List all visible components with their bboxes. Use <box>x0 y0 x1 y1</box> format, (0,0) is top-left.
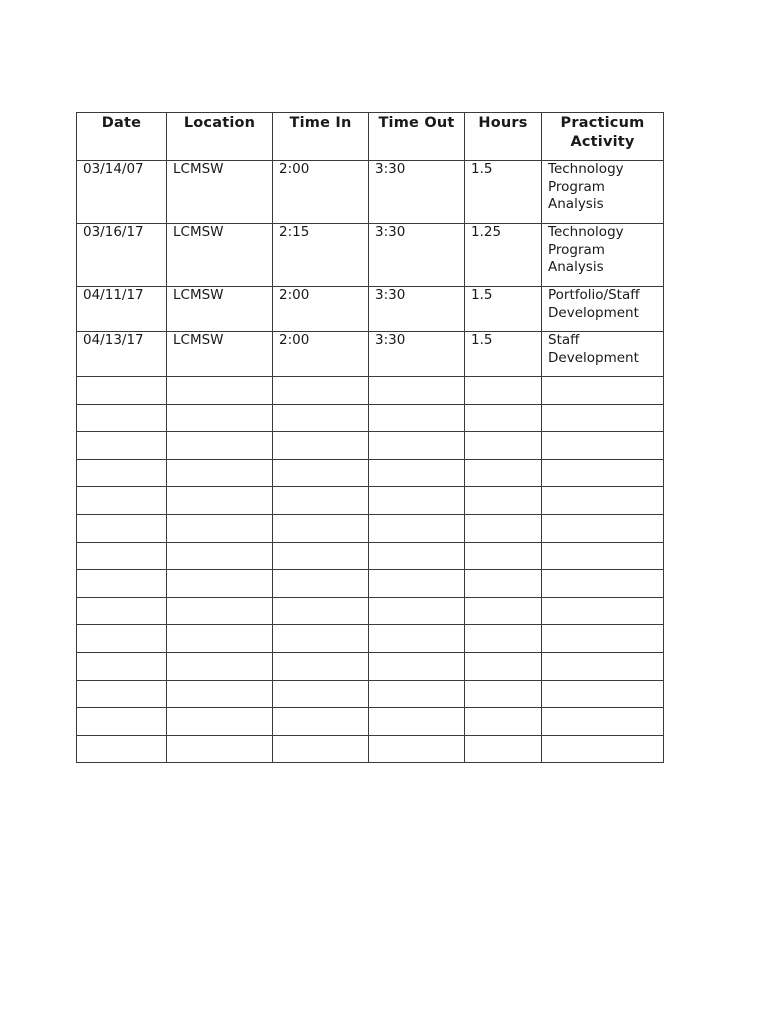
empty-cell-time-in <box>273 542 369 570</box>
empty-cell-time-in <box>273 514 369 542</box>
empty-cell-time-out <box>369 459 465 487</box>
empty-cell-activity <box>542 570 664 598</box>
header-time-out-label: Time Out <box>378 115 455 131</box>
cell-date-text: 03/14/07 <box>83 161 144 177</box>
empty-cell-activity <box>542 514 664 542</box>
header-time-in-label: Time In <box>289 115 352 131</box>
empty-cell-date <box>77 514 167 542</box>
empty-table-row <box>77 735 664 763</box>
empty-cell-hours <box>465 377 542 405</box>
table-row <box>77 332 664 377</box>
empty-cell-time-in <box>273 404 369 432</box>
table-header-row <box>77 113 664 161</box>
cell-hours <box>465 161 542 224</box>
cell-time-out-text: 3:30 <box>375 224 406 240</box>
empty-cell-activity <box>542 377 664 405</box>
cell-time-out <box>369 332 465 377</box>
cell-time-in-text: 2:00 <box>279 161 310 177</box>
header-date-label: Date <box>101 115 142 131</box>
empty-cell-hours <box>465 459 542 487</box>
empty-cell-location <box>167 542 273 570</box>
empty-cell-date <box>77 597 167 625</box>
cell-activity <box>542 161 664 224</box>
empty-cell-hours <box>465 735 542 763</box>
empty-cell-location <box>167 377 273 405</box>
cell-time-in-text: 2:00 <box>279 332 310 348</box>
empty-cell-time-in <box>273 377 369 405</box>
cell-date <box>77 287 167 332</box>
cell-activity-text: Portfolio/Staff Development <box>548 287 640 321</box>
cell-date-text: 03/16/17 <box>83 224 144 240</box>
empty-cell-time-out <box>369 570 465 598</box>
empty-cell-hours <box>465 680 542 708</box>
cell-time-out-text: 3:30 <box>375 287 406 303</box>
empty-cell-location <box>167 708 273 736</box>
empty-cell-time-in <box>273 625 369 653</box>
cell-hours-text: 1.5 <box>471 332 493 348</box>
empty-cell-time-out <box>369 487 465 515</box>
empty-cell-date <box>77 487 167 515</box>
empty-cell-location <box>167 432 273 460</box>
cell-activity <box>542 332 664 377</box>
empty-cell-date <box>77 377 167 405</box>
cell-activity <box>542 287 664 332</box>
empty-cell-date <box>77 570 167 598</box>
empty-table-row <box>77 432 664 460</box>
cell-activity-text: Technology Program Analysis <box>548 161 624 212</box>
empty-cell-hours <box>465 514 542 542</box>
empty-cell-hours <box>465 597 542 625</box>
empty-cell-date <box>77 708 167 736</box>
cell-hours <box>465 287 542 332</box>
cell-hours-text: 1.5 <box>471 161 493 177</box>
cell-activity <box>542 224 664 287</box>
empty-cell-hours <box>465 708 542 736</box>
empty-cell-time-in <box>273 708 369 736</box>
empty-cell-activity <box>542 625 664 653</box>
empty-cell-location <box>167 652 273 680</box>
cell-time-in-text: 2:15 <box>279 224 310 240</box>
empty-cell-activity <box>542 404 664 432</box>
empty-cell-time-out <box>369 680 465 708</box>
cell-time-in <box>273 287 369 332</box>
header-activity-label: Practicum Activity <box>560 115 645 150</box>
cell-location-text: LCMSW <box>173 161 224 177</box>
empty-cell-hours <box>465 487 542 515</box>
table-row <box>77 161 664 224</box>
empty-cell-location <box>167 514 273 542</box>
cell-hours <box>465 332 542 377</box>
cell-time-out <box>369 287 465 332</box>
empty-cell-activity <box>542 680 664 708</box>
header-hours-label: Hours <box>478 115 528 131</box>
cell-activity-text: Technology Program Analysis <box>548 224 624 275</box>
empty-cell-date <box>77 735 167 763</box>
cell-time-in <box>273 161 369 224</box>
empty-cell-activity <box>542 735 664 763</box>
empty-table-row <box>77 708 664 736</box>
empty-cell-time-out <box>369 514 465 542</box>
empty-cell-time-out <box>369 542 465 570</box>
cell-time-out-text: 3:30 <box>375 332 406 348</box>
empty-cell-location <box>167 404 273 432</box>
empty-cell-hours <box>465 432 542 460</box>
empty-cell-location <box>167 597 273 625</box>
empty-cell-time-out <box>369 652 465 680</box>
cell-date-text: 04/13/17 <box>83 332 144 348</box>
header-date <box>77 113 167 161</box>
cell-time-out-text: 3:30 <box>375 161 406 177</box>
empty-cell-activity <box>542 542 664 570</box>
empty-cell-time-in <box>273 570 369 598</box>
empty-cell-time-in <box>273 487 369 515</box>
cell-activity-text: Staff Development <box>548 332 639 366</box>
cell-location <box>167 224 273 287</box>
empty-cell-hours <box>465 542 542 570</box>
empty-cell-time-out <box>369 708 465 736</box>
cell-time-out <box>369 161 465 224</box>
empty-cell-date <box>77 652 167 680</box>
empty-cell-hours <box>465 404 542 432</box>
empty-cell-location <box>167 570 273 598</box>
empty-cell-time-out <box>369 404 465 432</box>
empty-cell-activity <box>542 432 664 460</box>
empty-cell-activity <box>542 487 664 515</box>
empty-table-row <box>77 652 664 680</box>
empty-cell-time-in <box>273 432 369 460</box>
cell-location <box>167 161 273 224</box>
empty-cell-date <box>77 680 167 708</box>
practicum-log-table <box>76 112 664 763</box>
cell-date-text: 04/11/17 <box>83 287 144 303</box>
empty-cell-time-out <box>369 735 465 763</box>
cell-time-out <box>369 224 465 287</box>
empty-table-row <box>77 487 664 515</box>
empty-table-row <box>77 625 664 653</box>
empty-cell-time-out <box>369 377 465 405</box>
empty-cell-date <box>77 432 167 460</box>
cell-hours <box>465 224 542 287</box>
header-location-label: Location <box>183 115 256 131</box>
table-row <box>77 224 664 287</box>
header-time-in <box>273 113 369 161</box>
empty-cell-time-in <box>273 597 369 625</box>
empty-cell-location <box>167 459 273 487</box>
cell-hours-text: 1.5 <box>471 287 493 303</box>
empty-cell-location <box>167 487 273 515</box>
header-time-out <box>369 113 465 161</box>
cell-time-in-text: 2:00 <box>279 287 310 303</box>
empty-cell-hours <box>465 570 542 598</box>
empty-cell-hours <box>465 625 542 653</box>
empty-cell-hours <box>465 652 542 680</box>
empty-table-row <box>77 597 664 625</box>
cell-location-text: LCMSW <box>173 224 224 240</box>
empty-cell-location <box>167 625 273 653</box>
empty-cell-time-in <box>273 652 369 680</box>
cell-date <box>77 161 167 224</box>
empty-cell-date <box>77 459 167 487</box>
cell-time-in <box>273 332 369 377</box>
cell-location-text: LCMSW <box>173 287 224 303</box>
empty-cell-time-in <box>273 680 369 708</box>
empty-cell-time-out <box>369 597 465 625</box>
empty-cell-time-out <box>369 625 465 653</box>
empty-cell-time-out <box>369 432 465 460</box>
cell-date <box>77 224 167 287</box>
empty-cell-date <box>77 625 167 653</box>
empty-table-row <box>77 570 664 598</box>
cell-hours-text: 1.25 <box>471 224 502 240</box>
empty-table-row <box>77 404 664 432</box>
cell-time-in <box>273 224 369 287</box>
empty-cell-activity <box>542 597 664 625</box>
empty-cell-activity <box>542 708 664 736</box>
empty-cell-time-in <box>273 735 369 763</box>
empty-cell-activity <box>542 459 664 487</box>
empty-table-row <box>77 680 664 708</box>
empty-cell-date <box>77 404 167 432</box>
cell-location <box>167 287 273 332</box>
empty-cell-location <box>167 735 273 763</box>
cell-location <box>167 332 273 377</box>
empty-cell-date <box>77 542 167 570</box>
empty-table-row <box>77 542 664 570</box>
cell-location-text: LCMSW <box>173 332 224 348</box>
header-activity <box>542 113 664 161</box>
header-location <box>167 113 273 161</box>
empty-cell-time-in <box>273 459 369 487</box>
empty-table-row <box>77 459 664 487</box>
table-row <box>77 287 664 332</box>
cell-date <box>77 332 167 377</box>
header-hours <box>465 113 542 161</box>
empty-table-row <box>77 377 664 405</box>
empty-table-row <box>77 514 664 542</box>
empty-cell-location <box>167 680 273 708</box>
empty-cell-activity <box>542 652 664 680</box>
